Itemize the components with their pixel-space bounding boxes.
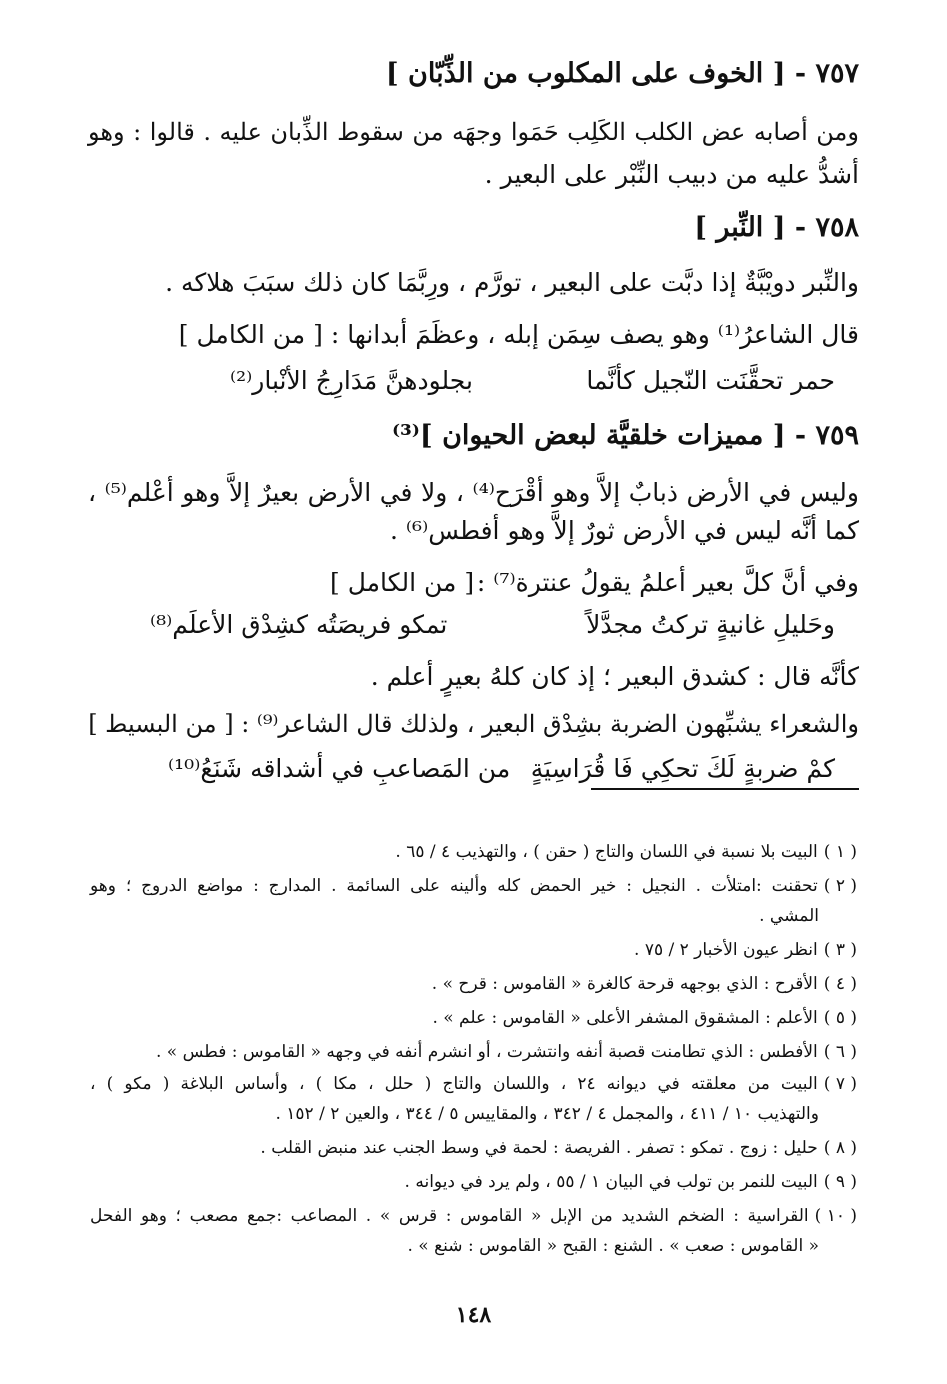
footnote-text: تحقنت :امتلأت . النجيل : خير الحمض كله وألينه على السائمة . المدارج : مواضع الدروج ؛ وهو [90,876,818,896]
paragraph-line: والنِّبر دويْبَّةٌ إذا دبَّت على البعير ، تورَّم ، ورِبَّمَا كان ذلك سبَبَ هلاكه . [165,268,859,297]
paragraph-line: كأنَّه قال : كشدق البعير ؛ إذ كان كلهُ بعيرٍ أعلم . [370,662,859,691]
footnote-number: ( ٢ ) [823,876,857,896]
verse-second-hemistich: تمكو فريصَتُه كشِدْق الأعلَم⁽⁸⁾ [150,610,448,639]
footnote-2-cont: المشي . [759,906,819,926]
footnote-separator [591,788,859,790]
paragraph-line: كما أنَّه ليس في الأرض ثورٌ إلاَّ وهو أفطس⁽⁶⁾ . [390,516,859,545]
paragraph-line: وليس في الأرض ذبابٌ إلاَّ وهو أقْرَح⁽⁴⁾ ، ولا في الأرض بعيرٌ إلاَّ وهو أعْلم⁽⁵⁾ ، [88,478,860,507]
footnote-4 [90,974,857,994]
paragraph-line: أشدُّ عليه من دبيب النِّبْر على البعير . [484,160,859,189]
footnote-text: الأعلم : المشقوق المشفر الأعلى « القاموس : علم » . [432,1008,818,1028]
verse-first-hemistich: كمْ ضربةٍ لَكَ تحكِي فَا قُرَاسِيَةٍ [530,754,835,783]
footnote-text: انظر عيون الأخبار ٢ / ٧٥ . [634,940,818,960]
paragraph-line: والشعراء يشبِّهون الضربة بشِدْق البعير ، ولذلك قال الشاعر⁽⁹⁾ : [ من البسيط ] [88,710,859,738]
section-heading-758: ٧٥٨ - [ النِّبر ] [694,212,859,243]
paragraph-line: ومن أصابه عض الكلب الكَلِب حَمَوا وجهَه من سقوط الذِّبان عليه . قالوا : وهو [88,118,859,146]
verse-first-hemistich: حمر تحقَّنَت النّجيل كأنَّما [586,366,835,395]
footnote-text: الأفطس : الذي تطامنت قصبة أنفه وانتشرت ، أو انشرم أنفه في وجهه « القاموس : فطس » . [155,1042,818,1062]
footnote-number: ( ١ ) [823,842,857,862]
footnote-7-cont: والتهذيب ١٠ / ٤١١ ، والمجمل ٤ / ٣٤٢ ، والمقاييس ٥ / ٣٤٤ ، والعين ٢ / ١٥٢ . [275,1104,819,1124]
footnote-7 [90,1074,857,1094]
footnote-number: ( ٨ ) [823,1138,857,1158]
footnote-number: ( ٤ ) [823,974,857,994]
footnote-text: الأقرح : الذي بوجهه قرحة كالغرة « القاموس : قرح » . [431,974,818,994]
footnote-text: البيت بلا نسبة في اللسان والتاج ( حقن ) ، والتهذيب ٤ / ٦٥ . [395,842,818,862]
verse-first-hemistich: وحَليلِ غانيةٍ تركتُ مجدَّلاً [586,610,835,639]
footnote-number: ( ٩ ) [823,1172,857,1192]
footnote-6 [90,1042,857,1062]
paragraph-line: وفي أنَّ كلَّ بعير أعلمُ يقولُ عنترة⁽⁷⁾ : [476,568,859,597]
footnote-10-cont: « القاموس : صعب » . الشنع : القبح « القاموس : شنع » . [407,1236,819,1256]
footnote-2 [90,876,857,896]
footnote-text: البيت للنمر بن تولب في البيان ١ / ٥٥ ، ولم يرد في ديوانه . [404,1172,818,1192]
page-number: ١٤٨ [455,1302,492,1328]
footnote-9 [90,1172,857,1192]
footnote-10 [90,1206,857,1226]
verse-second-hemistich: من المَصاعبِ في أشداقه شَنَعُ⁽¹⁰⁾ [168,754,511,783]
footnote-text: حليل : زوج . تمكو : تصفر . الفريصة : لحمة في وسط الجنب عند منبض القلب . [260,1138,818,1158]
footnote-8 [90,1138,857,1158]
footnote-number: ( ٣ ) [823,940,857,960]
footnote-number: ( ١٠ ) [814,1206,857,1226]
footnote-number: ( ٥ ) [823,1008,857,1028]
section-heading-759: ٧٥٩ - [ مميزات خلقيَّة لبعض الحيوان ]⁽³⁾ [392,420,859,451]
footnote-text: البيت من معلقته في ديوانه ٢٤ ، واللسان والتاج ( حلل ، مكا ) ، وأساس البلاغة ( مكو ) ، [90,1074,818,1094]
footnote-1 [90,842,857,862]
footnote-5 [90,1008,857,1028]
meter-label: [ من الكامل ] [330,568,475,597]
footnote-number: ( ٦ ) [823,1042,857,1062]
footnote-3 [90,940,857,960]
paragraph-line: قال الشاعرُ⁽¹⁾ وهو يصف سِمَن إبله ، وعظَمَ أبدانها : [ من الكامل ] [178,320,859,349]
footnote-number: ( ٧ ) [823,1074,858,1094]
footnote-text: القراسية : الضخم الشديد من الإبل « القاموس : قرس » . المصاعب :جمع مصعب ؛ وهو الفحل [90,1206,809,1226]
section-heading-757: ٧٥٧ - [ الخوف على المكلوب من الذِّبّان ] [385,58,859,89]
verse-second-hemistich: بجلودهنَّ مَدَارِجُ الأنْبار⁽²⁾ [230,366,473,395]
